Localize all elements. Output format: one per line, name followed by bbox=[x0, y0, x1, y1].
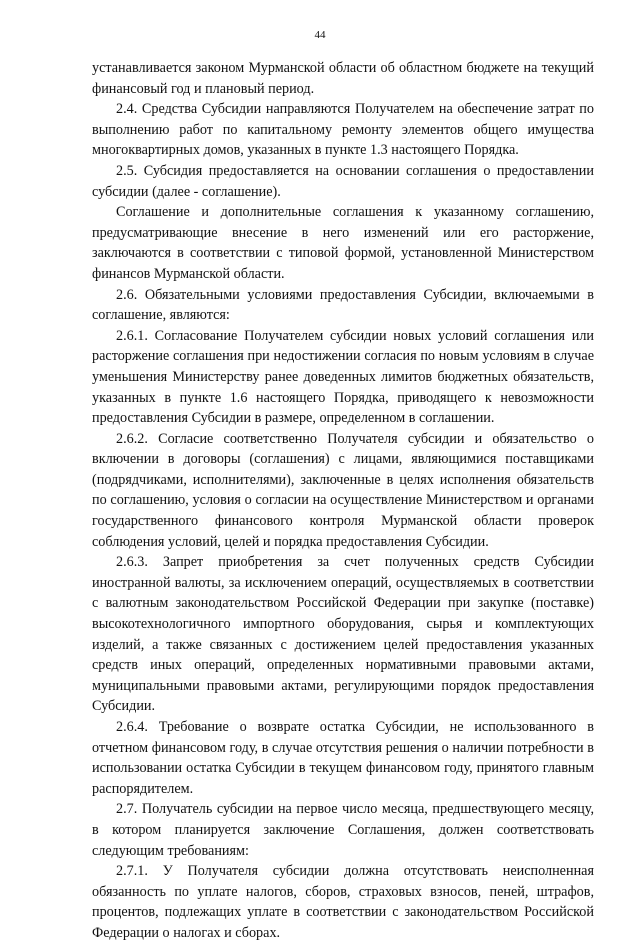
page-number: 44 bbox=[314, 29, 326, 41]
paragraph-2-7-1: 2.7.1. У Получателя субсидии должна отсутствовать неисполненная обязанность по уплате налогов, сборов, страховых взносов, пеней, штрафов, процентов, подлежащих уплате в соответствии с законодательством Российской Федерации о налогах и сборах. bbox=[92, 863, 594, 941]
paragraph-2-6-3: 2.6.3. Запрет приобретения за счет полученных средств Субсидии иностранной валюты, за исключением операций, осуществляемых в соответствии с валютным законодательством Российской Федерации при закупке (поставке) высокотехнологичного импортного оборудования, сырья и комплектующих изделий, а также связанных с достижением целей предоставления указанных средств иных операций, определенных нормативными правовыми актами, муниципальными правовыми актами, регулирующими порядок предоставления Субсидии. bbox=[92, 554, 594, 715]
paragraph-2-5: 2.5. Субсидия предоставляется на основании соглашения о предоставлении субсидии (далее - соглашение). bbox=[92, 162, 594, 200]
paragraph-2-4: 2.4. Средства Субсидии направляются Получателем на обеспечение затрат по выполнению работ по капитальному ремонту элементов общего имущества многоквартирных домов, указанных в пункте 1.3 настоящего Порядка. bbox=[92, 101, 594, 159]
paragraph-2-6: 2.6. Обязательными условиями предоставления Субсидии, включаемыми в соглашение, являются: bbox=[92, 286, 594, 324]
paragraph-2-6-1: 2.6.1. Согласование Получателем субсидии новых условий соглашения или расторжение соглашения при недостижении согласия по новым условиям в случае уменьшения Министерству ранее доведенных лимитов бюджетных обязательств, указанных в пункте 1.6 настоящего Порядка, приводящего к невозможности предоставления Субсидии в размере, определенном в соглашении. bbox=[92, 327, 594, 427]
paragraph-2-6-4: 2.6.4. Требование о возврате остатка Субсидии, не использованного в отчетном финансовом году, в случае отсутствия решения о наличии потребности в использовании остатка Субсидии в текущем финансовом году, принятого главным распорядителем. bbox=[92, 719, 594, 797]
paragraph-continuation: устанавливается законом Мурманской области об областном бюджете на текущий финансовый год и плановый период. bbox=[92, 60, 594, 97]
paragraph-2-7: 2.7. Получатель субсидии на первое число месяца, предшествующего месяцу, в котором планируется заключение Соглашения, должен соответствовать следующим требованиям: bbox=[92, 801, 594, 859]
paragraph-agreement-form: Соглашение и дополнительные соглашения к указанному соглашению, предусматривающие внесение в него изменений или его расторжение, заключаются в соответствии с типовой формой, установленной Министерством финансов Мурманской области. bbox=[92, 204, 594, 282]
document-body bbox=[92, 58, 594, 944]
paragraph-2-6-2: 2.6.2. Согласие соответственно Получателя субсидии и обязательство о включении в договоры (соглашения) с лицами, являющимися поставщиками (подрядчиками, исполнителями), заключенные в целях исполнения обязательств по соглашению, условия о согласии на осуществление Министерством и органами государственного финансового контроля Мурманской области проверок соблюдения условий, целей и порядка предоставления Субсидии. bbox=[92, 430, 594, 550]
